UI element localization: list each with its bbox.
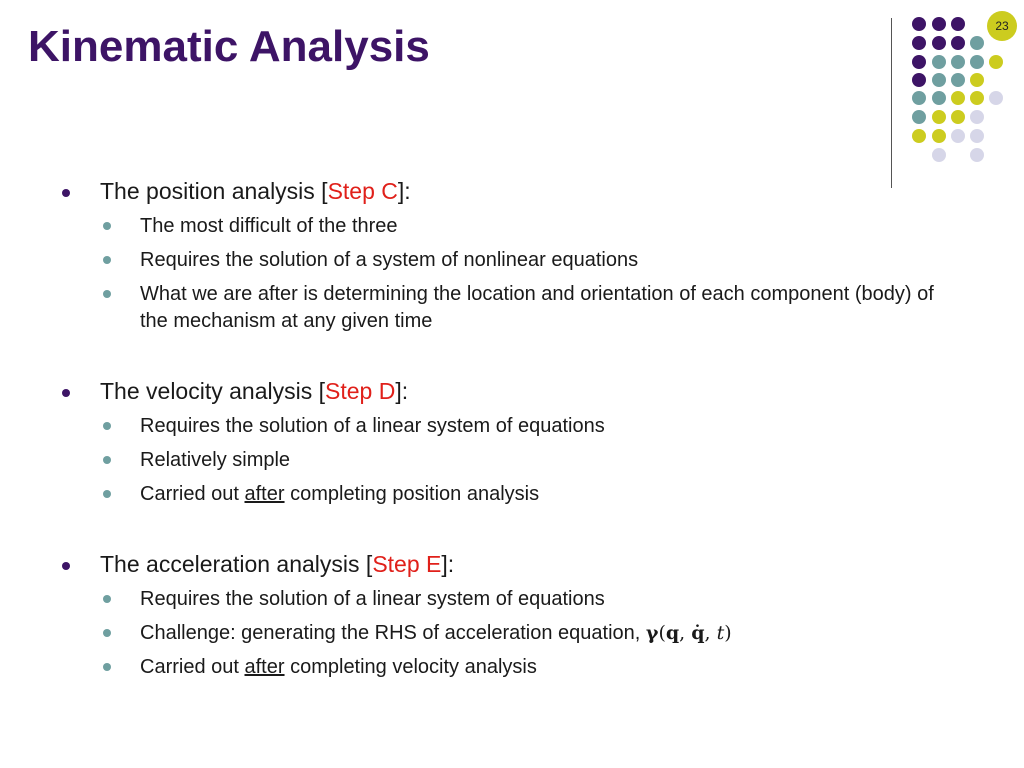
heading-prefix: The acceleration analysis [ xyxy=(100,551,373,577)
list-item xyxy=(140,447,940,474)
math-sep: , xyxy=(679,622,692,644)
slide-title: Kinematic Analysis xyxy=(28,22,430,71)
item-text-prefix: Carried out xyxy=(140,483,245,505)
bullet-icon xyxy=(103,456,111,464)
list-item xyxy=(140,281,940,335)
bullet-icon xyxy=(103,222,111,230)
item-text: Requires the solution of a system of nonlinear equations xyxy=(140,249,639,271)
bullet-icon xyxy=(103,490,111,498)
item-text: Requires the solution of a linear system of equations xyxy=(140,588,605,610)
section-heading-velocity xyxy=(100,378,408,405)
list-item xyxy=(140,654,940,681)
list-item xyxy=(140,247,940,274)
gamma-equation xyxy=(646,622,732,644)
item-text-suffix: completing position analysis xyxy=(284,483,540,505)
bullet-icon xyxy=(62,189,70,197)
heading-suffix: ]: xyxy=(441,551,455,577)
math-qdot: q̇ xyxy=(691,622,705,644)
heading-suffix: ]: xyxy=(395,378,409,404)
bullet-icon xyxy=(103,595,111,603)
list-item xyxy=(140,620,940,647)
bullet-icon xyxy=(103,290,111,298)
item-text-suffix: completing velocity analysis xyxy=(284,656,537,678)
list-item xyxy=(140,413,940,440)
bullet-icon xyxy=(103,663,111,671)
math-gamma: γ xyxy=(645,622,659,644)
bullet-icon xyxy=(62,389,70,397)
bullet-icon xyxy=(103,629,111,637)
item-text-underlined: after xyxy=(244,656,285,678)
item-text-prefix: Challenge: generating the RHS of acceleration equation, xyxy=(140,622,646,644)
step-label: Step C xyxy=(327,178,398,204)
heading-prefix: The velocity analysis [ xyxy=(100,378,325,404)
step-label: Step D xyxy=(324,378,396,404)
math-close: ) xyxy=(724,622,732,644)
item-text: What we are after is determining the location and orientation of each component (body) of the mechanism at any given time xyxy=(140,283,934,332)
list-item xyxy=(140,213,940,240)
item-text: Relatively simple xyxy=(140,449,291,471)
step-label: Step E xyxy=(372,551,442,577)
bullet-icon xyxy=(103,422,111,430)
list-item xyxy=(140,586,940,613)
page-number-badge: 23 xyxy=(987,11,1017,41)
heading-suffix: ]: xyxy=(397,178,411,204)
list-item xyxy=(140,481,940,508)
bullet-icon xyxy=(62,562,70,570)
item-text: Requires the solution of a linear system of equations xyxy=(140,415,605,437)
section-heading-position xyxy=(100,178,411,205)
heading-prefix: The position analysis [ xyxy=(100,178,328,204)
item-text: The most difficult of the three xyxy=(140,215,398,237)
math-sep: , xyxy=(704,622,717,644)
bullet-icon xyxy=(103,256,111,264)
section-heading-acceleration xyxy=(100,551,454,578)
math-open: ( xyxy=(658,622,666,644)
item-text-underlined: after xyxy=(244,483,285,505)
item-text-prefix: Carried out xyxy=(140,656,245,678)
math-q: q xyxy=(665,622,680,644)
math-t: t xyxy=(716,622,725,644)
